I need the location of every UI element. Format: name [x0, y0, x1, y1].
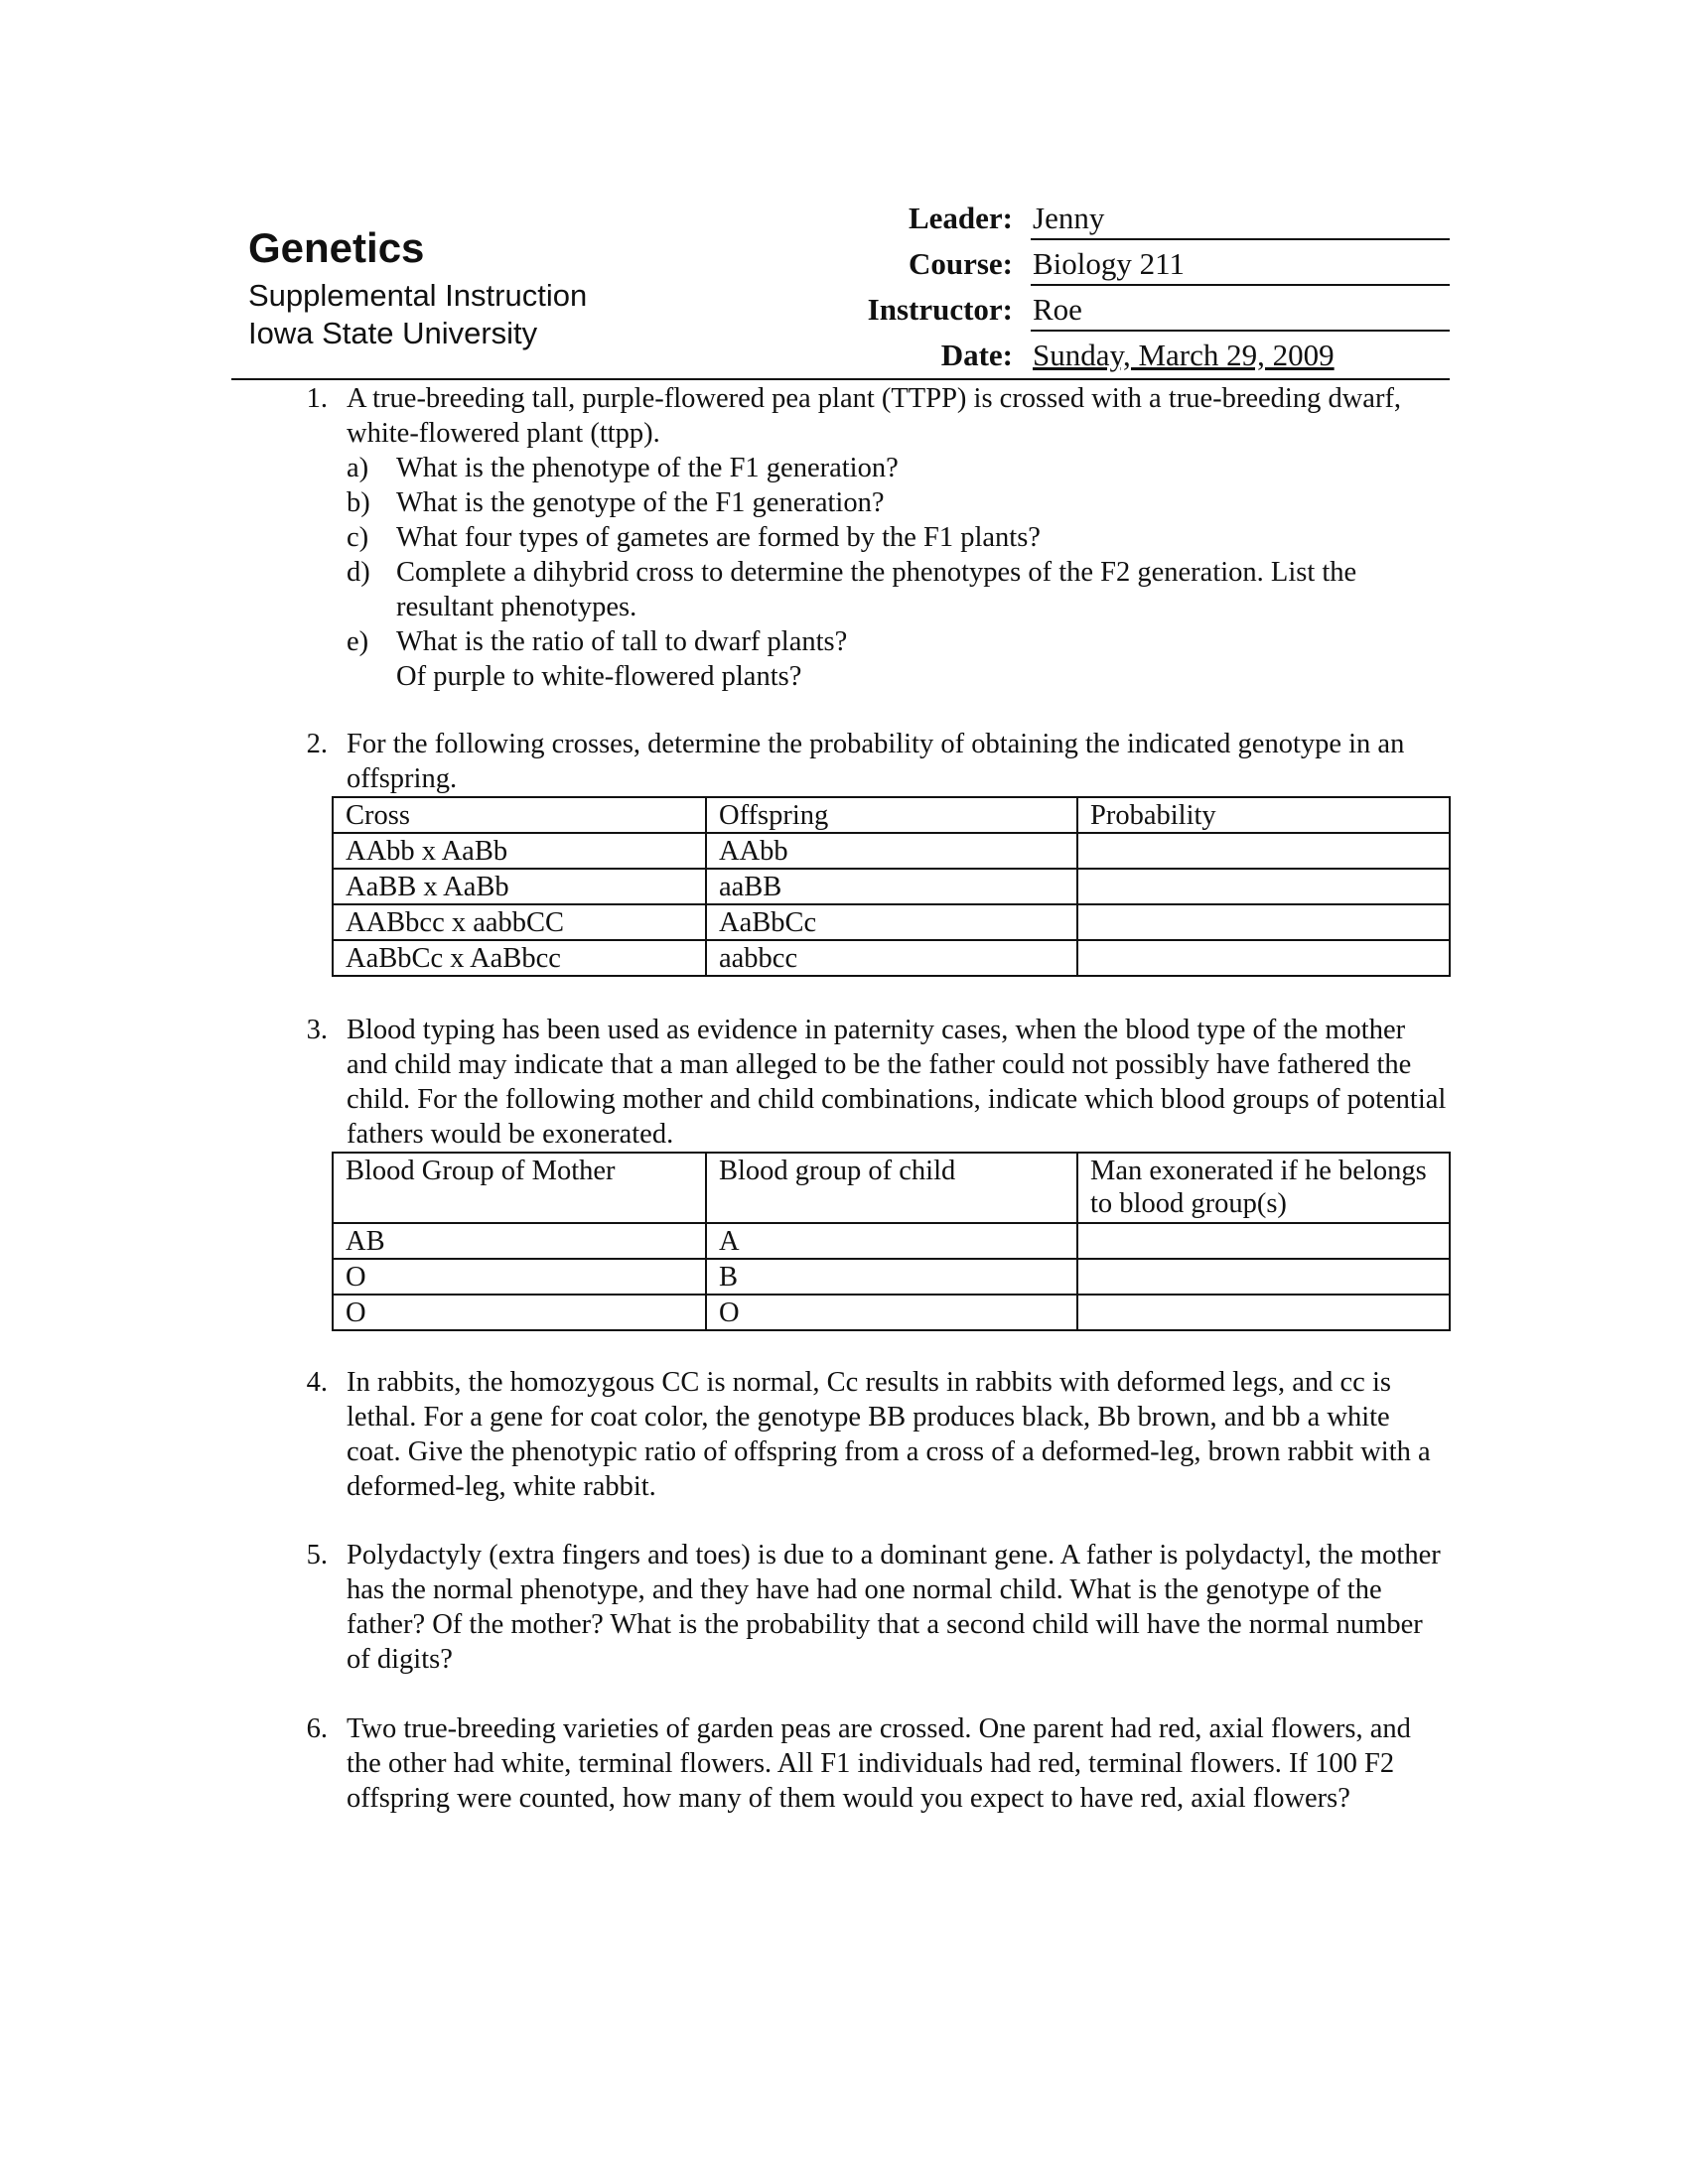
question-number: 6. [306, 1713, 328, 1744]
table-cell: O [333, 1259, 706, 1295]
question-text: Blood typing has been used as evidence in paternity cases, when the blood type of the mother and child may indicate that a man alleged to be the father could not possibly have fathered the child. For the following mother and child combinations, indicate which blood groups of potential fathers would be exonerated. [347, 1015, 1447, 1150]
instructor-label: Instructor: [867, 292, 1013, 327]
table-cell: AaBbCc x AaBbcc [333, 940, 706, 976]
sub-question-c: c) What four types of gametes are formed by the F1 plants? [347, 522, 1041, 553]
table-header-cell: Man exonerated if he belongs to blood group(s) [1077, 1153, 1450, 1223]
table-header-cell: Offspring [706, 797, 1077, 833]
answer-cell[interactable] [1077, 1295, 1450, 1330]
table-row [333, 1223, 1450, 1259]
leader-rule [1031, 238, 1450, 240]
answer-cell[interactable] [1077, 940, 1450, 976]
course-value: Biology 211 [1033, 246, 1186, 281]
answer-cell[interactable] [1077, 869, 1450, 904]
table-row [333, 1259, 1450, 1295]
sub-question-d: d) Complete a dihybrid cross to determine the phenotypes of the F2 generation. List the resultant phenotypes. [347, 557, 1357, 622]
instructor-rule [1031, 330, 1450, 332]
subtitle-university: Iowa State University [248, 316, 538, 350]
date-value: Sunday, March 29, 2009 [1033, 338, 1335, 372]
leader-label: Leader: [908, 201, 1013, 235]
answer-cell[interactable] [1077, 904, 1450, 940]
table-row [333, 833, 1450, 869]
table-cell: A [706, 1223, 1077, 1259]
question-text: In rabbits, the homozygous CC is normal, Cc results in rabbits with deformed legs, and cc is lethal. For a gene for coat color, the genotype BB produces black, Bb brown, and bb a white coat. Give the phenotypic ratio of offspring from a cross of a deformed-leg, brown rabbit with a deformed-leg, white rabbit. [347, 1367, 1431, 1502]
answer-cell[interactable] [1077, 833, 1450, 869]
table-header-row [333, 1153, 1450, 1223]
table-cell: aaBB [706, 869, 1077, 904]
table-header-cell: Blood group of child [706, 1153, 1077, 1223]
table-cell: AaBB x AaBb [333, 869, 706, 904]
question-text: A true-breeding tall, purple-flowered pea plant (TTPP) is crossed with a true-breeding dwarf, white-flowered plant (ttpp). [347, 383, 1402, 449]
question-text: Polydactyly (extra fingers and toes) is due to a dominant gene. A father is polydactyl, the mother has the normal phenotype, and they have had one normal child. What is the genotype of the father? Of the mother? What is the probability that a second child will have the normal number of digits? [347, 1540, 1441, 1675]
table-cell: aabbcc [706, 940, 1077, 976]
question-number: 5. [306, 1540, 328, 1570]
table-header-row [333, 797, 1450, 833]
sub-question-a: a) What is the phenotype of the F1 generation? [347, 453, 899, 483]
question-number: 2. [306, 729, 328, 759]
instructor-field [774, 292, 1450, 338]
table-header-cell: Probability [1077, 797, 1450, 833]
blood-group-table [332, 1152, 1451, 1331]
table-cell: O [706, 1295, 1077, 1330]
question-text: Two true-breeding varieties of garden peas are crossed. One parent had red, axial flowers, and the other had white, terminal flowers. All F1 individuals had red, terminal flowers. If 100 F2 offspring were counted, how many of them would you expect to have red, axial flowers? [347, 1713, 1411, 1814]
header-divider [231, 378, 1450, 380]
table-header-cell: Cross [333, 797, 706, 833]
course-rule [1031, 284, 1450, 286]
table-cell: AaBbCc [706, 904, 1077, 940]
instructor-value: Roe [1033, 292, 1082, 327]
subtitle-program: Supplemental Instruction [248, 278, 588, 313]
table-row [333, 904, 1450, 940]
table-header-cell: Blood Group of Mother [333, 1153, 706, 1223]
table-cell: B [706, 1259, 1077, 1295]
table-row [333, 869, 1450, 904]
page-title: Genetics [248, 224, 425, 271]
answer-cell[interactable] [1077, 1259, 1450, 1295]
course-field [774, 246, 1450, 292]
sub-question-list [347, 451, 1449, 694]
table-cell: AB [333, 1223, 706, 1259]
leader-value: Jenny [1033, 201, 1105, 235]
sub-question-b: b) What is the genotype of the F1 generation? [347, 487, 885, 518]
table-row [333, 940, 1450, 976]
answer-cell[interactable] [1077, 1223, 1450, 1259]
table-cell: O [333, 1295, 706, 1330]
question-number: 3. [306, 1015, 328, 1045]
leader-field [774, 201, 1450, 246]
table-row [333, 1295, 1450, 1330]
question-text: For the following crosses, determine the probability of obtaining the indicated genotype in an offspring. [347, 729, 1405, 794]
question-number: 1. [306, 383, 328, 414]
table-cell: AABbcc x aabbCC [333, 904, 706, 940]
table-cell: AAbb x AaBb [333, 833, 706, 869]
sub-question-e: e) What is the ratio of tall to dwarf plants? Of purple to white-flowered plants? [347, 626, 848, 692]
date-field [774, 338, 1450, 383]
table-cell: AAbb [706, 833, 1077, 869]
course-label: Course: [908, 246, 1013, 281]
probability-table [332, 796, 1451, 977]
question-number: 4. [306, 1367, 328, 1398]
date-label: Date: [940, 338, 1013, 372]
